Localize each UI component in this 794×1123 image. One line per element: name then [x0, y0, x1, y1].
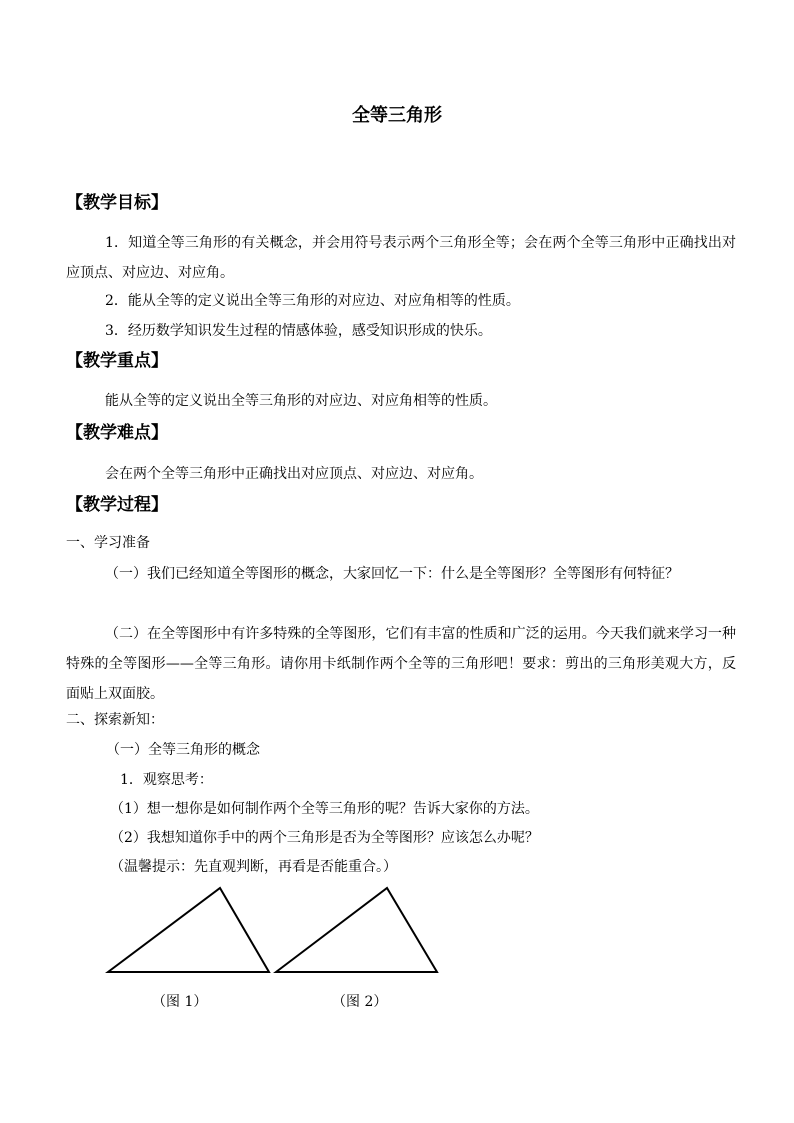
part2-subtitle: （一）全等三角形的概念: [106, 742, 260, 758]
goal-item-3: 3．经历数学知识发生过程的情感体验，感受知识形成的快乐。: [105, 323, 492, 339]
triangle-figure-2: [276, 888, 437, 972]
triangle-figure-1: [108, 888, 269, 972]
figure-1-caption: （图 1）: [152, 994, 208, 1010]
difficulties-text: 会在两个全等三角形中正确找出对应顶点、对应边、对应角。: [105, 466, 483, 482]
hint-text: （温馨提示：先直观判断，再看是否能重合。）: [110, 859, 397, 875]
part2-item-1: 1．观察思考：: [120, 772, 213, 788]
question-2: （2）我想知道你手中的两个三角形是否为全等图形？应该怎么办呢？: [110, 830, 539, 846]
heading-difficulties: 【教学难点】: [66, 423, 168, 443]
part1-paragraph-2: （二）在全等图形中有许多特殊的全等图形，它们有丰富的性质和广泛的运用。今天我们就来学习一种特殊的全等图形——全等三角形。请你用卡纸制作两个全等的三角形吧！要求：剪出的三角形美观大方，反面贴上双面胶。: [66, 626, 736, 702]
question-1: （1）想一想你是如何制作两个全等三角形的呢？告诉大家你的方法。: [110, 801, 539, 817]
document-title: 全等三角形: [352, 105, 442, 126]
part1-paragraph-1: （一）我们已经知道全等图形的概念，大家回忆一下：什么是全等图形？全等图形有何特征？: [105, 566, 679, 582]
heading-key-points: 【教学重点】: [66, 351, 168, 371]
part2-title: 二、探索新知：: [66, 712, 164, 728]
triangles-figure: [100, 880, 445, 980]
part1-title: 一、学习准备: [66, 535, 150, 551]
heading-teaching-process: 【教学过程】: [66, 495, 168, 515]
figure-2-caption: （图 2）: [332, 994, 388, 1010]
goal-item-2: 2．能从全等的定义说出全等三角形的对应边、对应角相等的性质。: [105, 293, 520, 309]
key-points-text: 能从全等的定义说出全等三角形的对应边、对应角相等的性质。: [105, 393, 497, 409]
goal-item-1: 1．知道全等三角形的有关概念，并会用符号表示两个三角形全等；会在两个全等三角形中正确找出对应顶点、对应边、对应角。: [66, 235, 736, 281]
heading-teaching-goals: 【教学目标】: [66, 193, 168, 213]
